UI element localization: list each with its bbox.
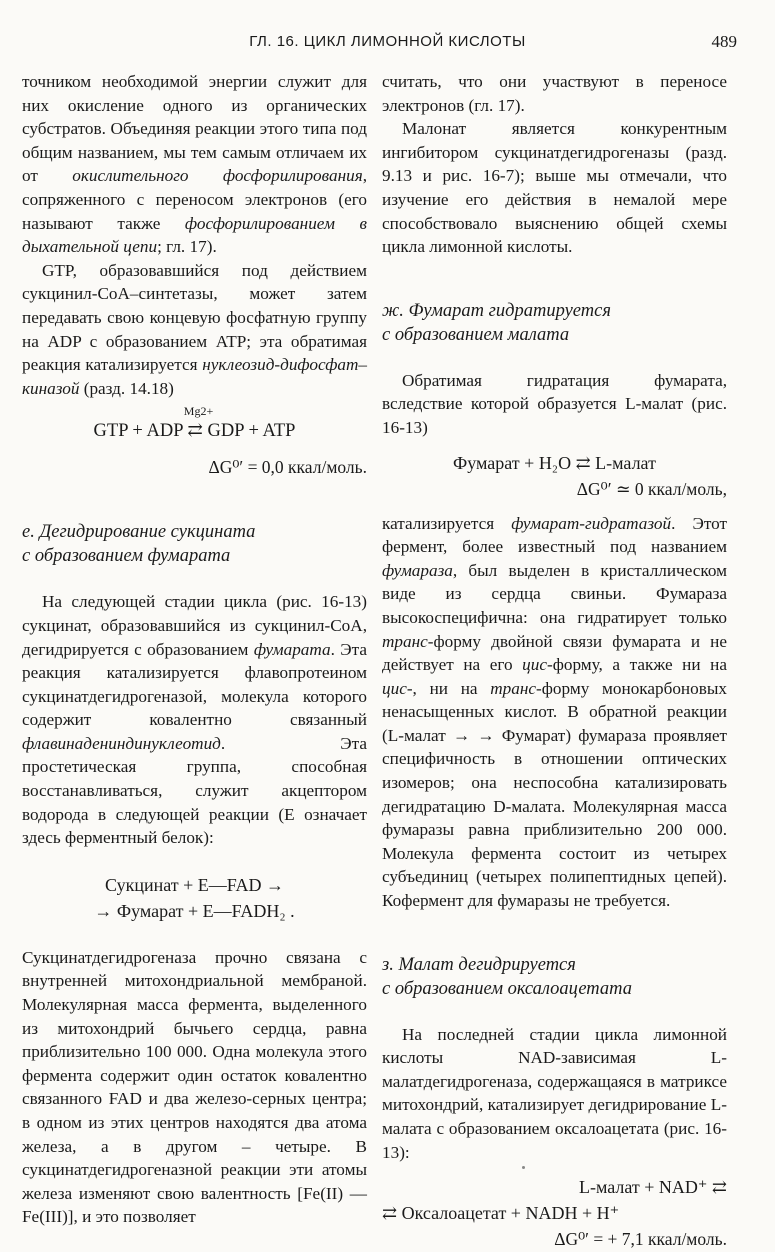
paragraph: Сукцинатдегидрогеназа прочно связана с внутренней митохондриальной мембраной. Молекулярная масса фермента, выделенного из митохондрий бычьего сердца, равна приблизительно 100 000. Одна молекула этого фермента содержит один остаток ковалентно связанного FAD и два железо-серных центра; в одном из этих центров находятся два атома железа, а в другом – четыре. В сукцинатдегидрогеназной реакции эти атомы железа изменяют свою валентность [Fe(II) — Fe(III)], и это позволяет [22, 947, 367, 1227]
equation-malate-line1: L-малат + NAD⁺ ⇄ [578, 1177, 727, 1198]
paragraph: катализируется фумарат-гидратазой. Этот фермент, более известный под названием фумараза, был выделен в кристаллическом виде из сердца свиньи. Фумараза высокоспецифична: она гидратирует только транс-форму двойной связи фумарата и не действует на его цис-форму, а также ни на цис-, ни на транс-форму монокарбоновых ненасыщенных кислот. В обратной реакции (L-малат → → Фумарат) фумараза проявляет специфичность в отношении оптических изомеров; она неспособна катализировать дегидратацию D-малата. Молекулярная масса фумаразы равна приблизительно 200 000. Молекула фермента состоит из четырех субъединиц (четырех полипептидных цепей). Кофермент для фумаразы не требуется. [382, 513, 727, 911]
equation-gtp-atp: GTP + ADP ⇄ GDP + ATP [93, 421, 296, 442]
paragraph: GTP, образовавшийся под действием сукцинил-СоА–синтетазы, может затем передавать свою концевую фосфатную группу на ADP с образованием ATP; эта обратимая реакция катализируется нуклеозид-дифосфат–киназой (разд. 14.18) [22, 260, 367, 398]
paragraph: На следующей стадии цикла (рис. 16-13) сукцинат, образовавшийся из сукцинил-СоА, дегидрируется с образованием фумарата. Эта реакция катализируется флавопротеином сукцинатдегидрогеназой, молекула которого содержит ковалентно связанный флавинадениндинуклеотид. Эта простетическая группа, способная восстанавливаться, служит акцептором водорода в следующей реакции (E означает здесь ферментный белок): [22, 592, 367, 848]
page-number: 489 [711, 32, 737, 51]
section-heading-e: е. Дегидрирование сукцината с образованием фумарата [22, 522, 256, 567]
right-column [382, 70, 727, 1252]
equation-delta-g: ΔG⁰′ = 0,0 ккал/моль. [208, 457, 367, 478]
paragraph: На последней стадии цикла лимонной кислоты NAD-зависимая L-малатдегидрогеназа, содержащаяся в матриксе митохондрий, катализирует дегидрирование L-малата с образованием оксалоацетата (рис. 16-13): [382, 1024, 727, 1162]
page-header [0, 30, 775, 54]
section-heading-z: з. Малат дегидрируется с образованием оксалоацетата [382, 954, 632, 999]
equation-delta-g: ΔG⁰′ ≃ 0 ккал/моль, [576, 478, 727, 499]
equation-cofactor: Mg2+ [183, 404, 214, 419]
equation-delta-g: ΔG⁰′ = + 7,1 ккал/моль. [554, 1229, 727, 1250]
left-column [22, 70, 367, 1229]
running-title: ГЛ. 16. ЦИКЛ ЛИМОННОЙ КИСЛОТЫ [249, 33, 526, 50]
equation-malate-line2: ⇄ Оксалоацетат + NADH + H⁺ [382, 1203, 620, 1224]
section-heading-zh: ж. Фумарат гидратируется с образованием малата [382, 300, 611, 345]
equation-succinate-line1: Сукцинат + E—FAD → [105, 874, 284, 895]
scan-speck [522, 1166, 525, 1169]
equation-succinate-line2: → Фумарат + E—FADH₂ . [94, 900, 295, 921]
paragraph: Обратимая гидратация фумарата, вследствие которой образуется L-малат (рис. 16-13) [382, 370, 727, 437]
paragraph: считать, что они участвуют в переносе электронов (гл. 17). [382, 72, 727, 115]
paragraph: точником необходимой энергии служит для них окисление одного из органических субстратов. Объединяя реакции этого типа под общим названием, мы тем самым отличаем их от окислительного фосфорилирования, сопряженного с переносом электронов (его называют также фосфорилированием в дыхательной цепи; гл. 17). [22, 72, 367, 257]
paragraph: Малонат является конкурентным ингибитором сукцинатдегидрогеназы (разд. 9.13 и рис. 16-7); выше мы отмечали, что изучение его действия в немалой мере способствовало выяснению общей схемы цикла лимонной кислоты. [382, 119, 727, 257]
equation-fumarate: Фумарат + H₂O ⇄ L-малат [453, 452, 656, 473]
